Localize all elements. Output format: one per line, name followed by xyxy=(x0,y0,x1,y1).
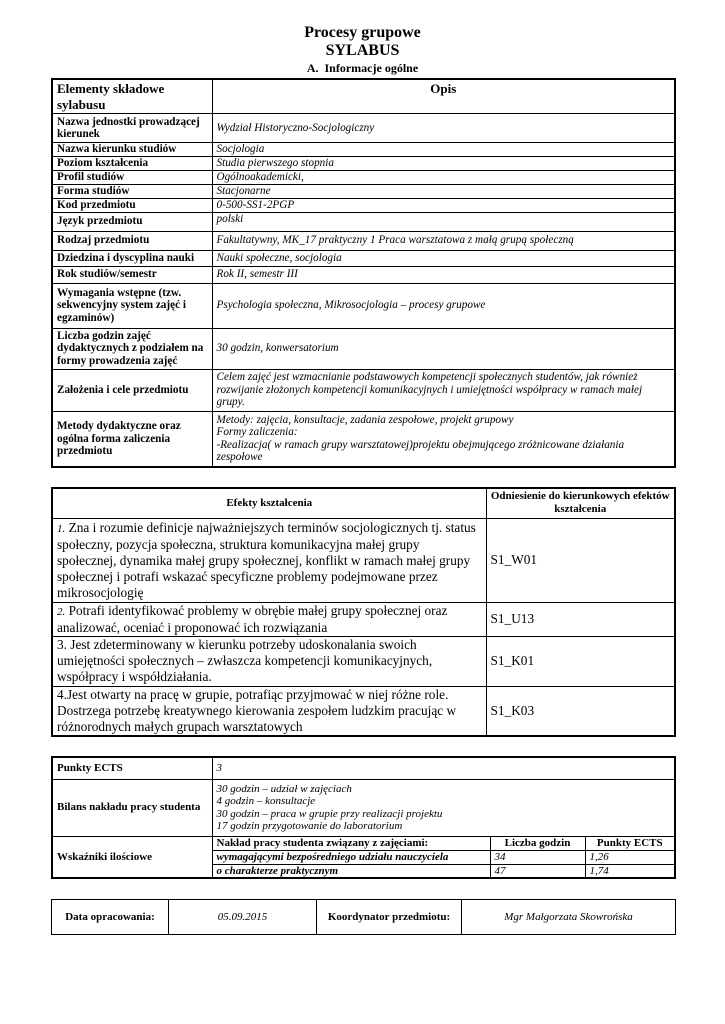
footer-table xyxy=(51,899,676,935)
learning-outcomes-table xyxy=(51,487,676,737)
outcome-code: S1_K03 xyxy=(486,686,675,736)
column-header-reference: Odniesienie do kierunkowych efektów kształcenia xyxy=(486,488,675,518)
indicator-row-label: o charakterze praktycznym xyxy=(212,864,490,878)
outcome-body: 3. Jest zdeterminowany w kierunku potrzeby udoskonalania swoich umiejętności społecznych – zwłaszcza kompetencji komunikacyjnych, współpracy i współdziałania. xyxy=(57,637,433,684)
outcome-text xyxy=(52,686,486,736)
date-label: Data opracowania: xyxy=(52,900,169,935)
coordinator-value: Mgr Małgorzata Skowrońska xyxy=(462,900,676,935)
general-info-table xyxy=(51,78,676,468)
indicator-row-points: 1,74 xyxy=(585,864,675,878)
indicators-header-label: Nakład pracy studenta związany z zajęciami: xyxy=(212,836,490,850)
row-label: Metody dydaktyczne oraz ogólna forma zaliczenia przedmiotu xyxy=(52,411,212,467)
row-label: Forma studiów xyxy=(52,184,212,198)
column-header-description: Opis xyxy=(212,79,675,114)
row-label: Rok studiów/semestr xyxy=(52,266,212,283)
column-header-elements: Elementy składowe sylabusu xyxy=(52,79,212,114)
row-value: 0-500-SS1-2PGP xyxy=(212,198,675,212)
row-label: Nazwa kierunku studiów xyxy=(52,143,212,157)
workload-value xyxy=(212,779,675,836)
ects-points-value: 3 xyxy=(212,757,675,779)
row-label: Kod przedmiotu xyxy=(52,198,212,212)
indicators-label: Wskaźniki ilościowe xyxy=(52,836,212,878)
outcome-body: 4.Jest otwarty na pracę w grupie, potrafiąc przyjmować w niej różne role. Dostrzega potrzebę kreatywnego kierowania zespołem ludzkim pracując w różnorodnych małych grupach warsztatowych xyxy=(57,686,457,734)
workload-line: 17 godzin przygotowanie do laboratorium xyxy=(216,819,403,832)
ects-table xyxy=(51,756,676,879)
row-label: Profil studiów xyxy=(52,170,212,184)
row-label: Nazwa jednostki prowadzącej kierunek xyxy=(52,114,212,143)
date-value: 05.09.2015 xyxy=(169,900,317,935)
outcome-body: Potrafi identyfikować problemy w obrębie małej grupy społecznej oraz analizować, oceniać i proponować ich rozwiązania xyxy=(57,602,448,635)
outcome-number: 1. xyxy=(57,522,66,535)
row-label: Poziom kształcenia xyxy=(52,156,212,170)
outcome-code: S1_U13 xyxy=(486,602,675,636)
row-value: Fakultatywny, MK_17 praktyczny 1 Praca warsztatowa z małą grupą społeczną xyxy=(212,231,675,250)
workload-line: 4 godzin – konsultacje xyxy=(216,795,316,808)
row-value: Socjologia xyxy=(212,143,675,157)
outcome-text xyxy=(52,602,486,636)
row-label: Wymagania wstępne (tzw. sekwencyjny system zajęć i egzaminów) xyxy=(52,283,212,328)
row-value: Stacjonarne xyxy=(212,184,675,198)
row-value: Ogólnoakademicki, xyxy=(212,170,675,184)
row-label: Założenia i cele przedmiotu xyxy=(52,369,212,411)
row-value: Psychologia społeczna, Mikrosocjologia – procesy grupowe xyxy=(212,283,675,328)
indicator-row-points: 1,26 xyxy=(585,850,675,864)
indicators-header-hours: Liczba godzin xyxy=(490,836,585,850)
row-value: Rok II, semestr III xyxy=(212,266,675,283)
row-value: Wydział Historyczno-Socjologiczny xyxy=(212,114,675,143)
ects-points-label: Punkty ECTS xyxy=(52,757,212,779)
row-label: Rodzaj przedmiotu xyxy=(52,231,212,250)
workload-label: Bilans nakładu pracy studenta xyxy=(52,779,212,836)
row-value: 30 godzin, konwersatorium xyxy=(212,328,675,369)
row-value: Celem zajęć jest wzmacnianie podstawowych kompetencji społecznych studentów, jak również rozwijanie złożonych kompetencji komunikacyjnych i umiejętności współpracy w ramach małej grupy. xyxy=(212,369,675,411)
indicator-row-hours: 47 xyxy=(490,864,585,878)
indicators-header-points: Punkty ECTS xyxy=(585,836,675,850)
row-value: polski xyxy=(212,212,675,231)
outcome-code: S1_W01 xyxy=(486,518,675,602)
row-label: Dziedzina i dyscyplina nauki xyxy=(52,250,212,266)
outcome-text xyxy=(52,518,486,602)
indicator-row-label: wymagającymi bezpośredniego udziału nauczyciela xyxy=(212,850,490,864)
row-value: Nauki społeczne, socjologia xyxy=(212,250,675,266)
outcome-number: 2. xyxy=(57,605,66,618)
workload-line: 30 godzin – praca w grupie przy realizacji projektu xyxy=(216,807,443,820)
methods-line: -Realizacja( w ramach grupy warsztatowej)projektu obejmującego zróżnicowane działania zespołowe xyxy=(216,438,625,464)
outcome-text xyxy=(52,636,486,686)
row-value: Studia pierwszego stopnia xyxy=(212,156,675,170)
section-heading: A. Informacje ogólne xyxy=(306,61,419,75)
document-title: Procesy grupowe xyxy=(304,24,421,41)
row-label: Język przedmiotu xyxy=(52,212,212,231)
indicator-row-hours: 34 xyxy=(490,850,585,864)
outcome-code: S1_K01 xyxy=(486,636,675,686)
coordinator-label: Koordynator przedmiotu: xyxy=(317,900,462,935)
workload-line: 30 godzin – udział w zajęciach xyxy=(216,783,352,796)
outcome-body: Zna i rozumie definicje najważniejszych terminów socjologicznych tj. status społeczny, pozycja społeczna, struktura komunikacyjna małej grupy społecznej, dynamika małej grupy społecznej, konflikt w ramach małej grupy społecznej i potrafi wskazać specyficzne problemy podejmowane przez mikrosocjologię xyxy=(57,519,476,600)
methods-line: Metody: zajęcia, konsultacje, zadania zespołowe, projekt grupowy xyxy=(216,413,514,426)
document-subtitle: SYLABUS xyxy=(325,42,400,59)
row-value xyxy=(212,411,675,467)
methods-line: Formy zaliczenia: xyxy=(216,426,298,439)
row-label: Liczba godzin zajęć dydaktycznych z podziałem na formy prowadzenia zajęć xyxy=(52,328,212,369)
column-header-effects: Efekty kształcenia xyxy=(52,488,486,518)
